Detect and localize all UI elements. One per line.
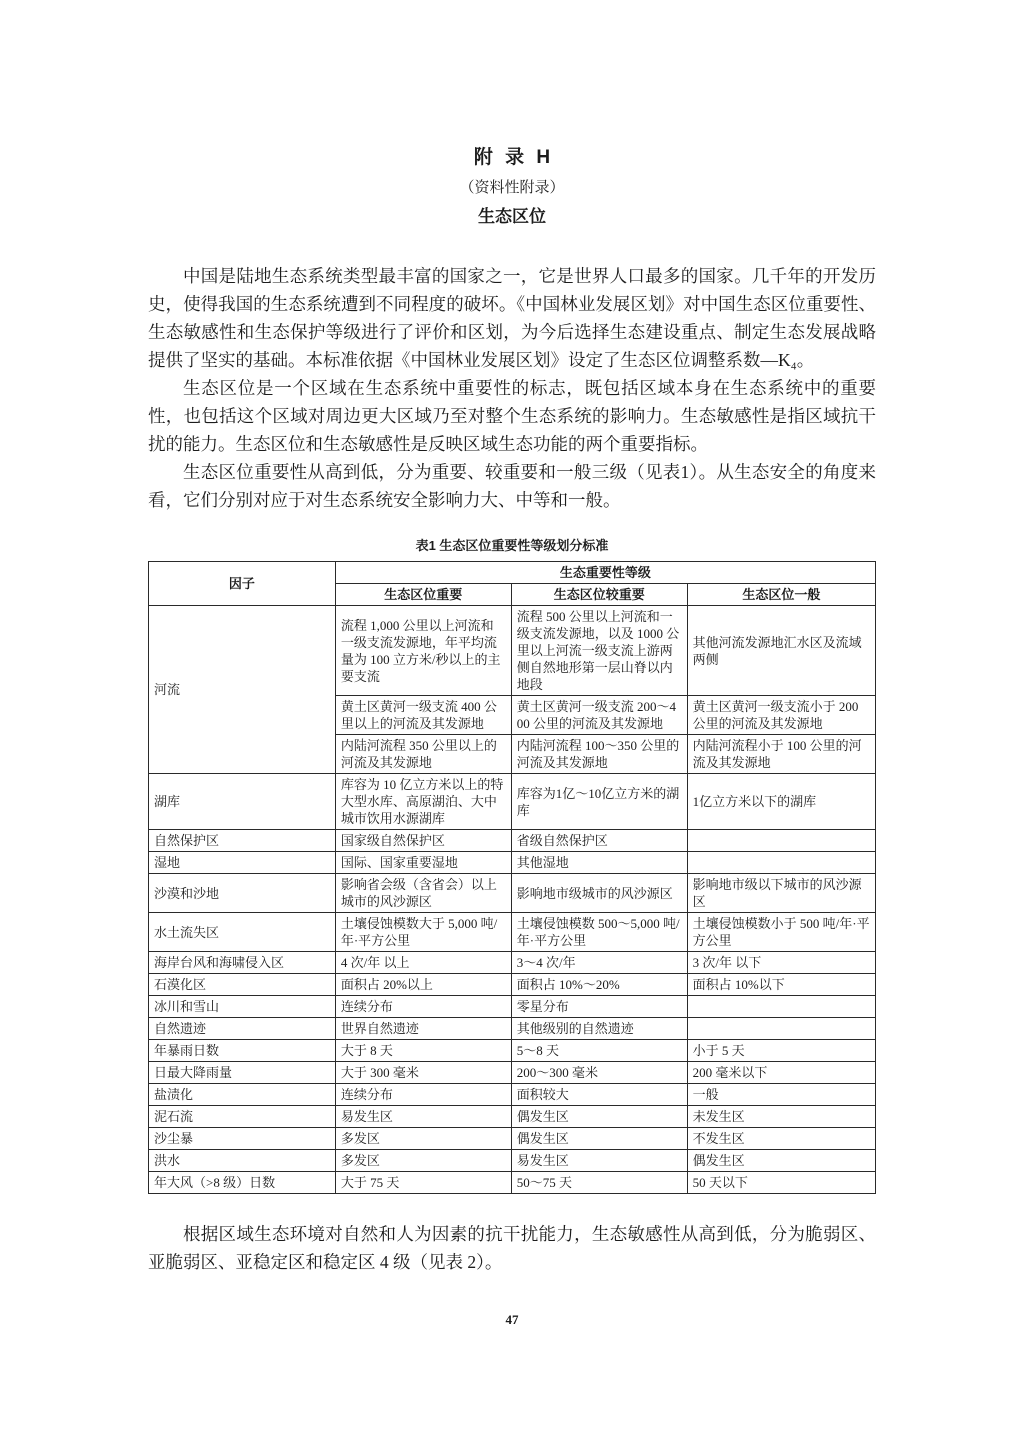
table-cell: 零星分布 (511, 996, 687, 1018)
table-row (149, 1084, 876, 1106)
table-cell: 大于 300 毫米 (335, 1062, 511, 1084)
table-cell: 省级自然保护区 (511, 830, 687, 852)
table-cell: 易发生区 (511, 1150, 687, 1172)
factor-cell: 冰川和雪山 (149, 996, 336, 1018)
table-cell: 内陆河流程 350 公里以上的河流及其发源地 (335, 735, 511, 774)
header-group: 生态重要性等级 (335, 562, 875, 584)
table-cell: 其他级别的自然遗迹 (511, 1018, 687, 1040)
factor-cell: 石漠化区 (149, 974, 336, 996)
table-cell (687, 1018, 875, 1040)
table-cell: 影响省会级（含省会）以上城市的风沙源区 (335, 874, 511, 913)
table-cell: 世界自然遗迹 (335, 1018, 511, 1040)
table-cell: 土壤侵蚀模数大于 5,000 吨/年·平方公里 (335, 913, 511, 952)
factor-cell: 河流 (149, 606, 336, 774)
header-factor: 因子 (149, 562, 336, 606)
table-cell: 库容为1亿～10亿立方米的湖库 (511, 774, 687, 830)
document-content (148, 146, 876, 1328)
table-row (149, 1040, 876, 1062)
table-cell: 200～300 毫米 (511, 1062, 687, 1084)
table-cell: 易发生区 (335, 1106, 511, 1128)
table-cell: 土壤侵蚀模数 500～5,000 吨/年·平方公里 (511, 913, 687, 952)
table-cell: 不发生区 (687, 1128, 875, 1150)
paragraph-3: 生态区位重要性从高到低，分为重要、较重要和一般三级（见表1）。从生态安全的角度来看，它们分别对应于对生态系统安全影响力大、中等和一般。 (148, 462, 876, 510)
factor-cell: 年大风（>8 级）日数 (149, 1172, 336, 1194)
factor-cell: 自然保护区 (149, 830, 336, 852)
table-header (149, 562, 876, 606)
table-cell: 连续分布 (335, 996, 511, 1018)
table-row (149, 1062, 876, 1084)
table-row (149, 974, 876, 996)
ecological-importance-table (148, 561, 876, 1194)
table-row (149, 1106, 876, 1128)
table-row (149, 1150, 876, 1172)
table-cell: 国家级自然保护区 (335, 830, 511, 852)
table-cell: 库容为 10 亿立方米以上的特大型水库、高原湖泊、大中城市饮用水源湖库 (335, 774, 511, 830)
table-cell (687, 830, 875, 852)
table-cell: 面积占 20%以上 (335, 974, 511, 996)
table-row (149, 1018, 876, 1040)
header-level-important: 生态区位重要 (335, 584, 511, 606)
table-cell (687, 852, 875, 874)
factor-cell: 水土流失区 (149, 913, 336, 952)
table-cell: 4 次/年 以上 (335, 952, 511, 974)
table-cell: 大于 8 天 (335, 1040, 511, 1062)
factor-cell: 日最大降雨量 (149, 1062, 336, 1084)
header-row-group (149, 562, 876, 584)
table-cell: 偶发生区 (511, 1106, 687, 1128)
table-cell: 内陆河流程小于 100 公里的河流及其发源地 (687, 735, 875, 774)
table-cell: 大于 75 天 (335, 1172, 511, 1194)
table-cell: 多发区 (335, 1150, 511, 1172)
factor-cell: 沙漠和沙地 (149, 874, 336, 913)
table-cell: 面积较大 (511, 1084, 687, 1106)
page-number: 47 (505, 1312, 519, 1327)
table-row (149, 996, 876, 1018)
table-cell: 200 毫米以下 (687, 1062, 875, 1084)
table-caption: 表1 生态区位重要性等级划分标准 (415, 538, 609, 553)
factor-cell: 湖库 (149, 774, 336, 830)
table-cell: 50～75 天 (511, 1172, 687, 1194)
table-cell: 未发生区 (687, 1106, 875, 1128)
table-cell: 3 次/年 以下 (687, 952, 875, 974)
table-cell: 流程 1,000 公里以上河流和一级支流发源地，年平均流量为 100 立方米/秒以上的主要支流 (335, 606, 511, 696)
table-cell: 内陆河流程 100～350 公里的河流及其发源地 (511, 735, 687, 774)
table-cell: 1亿立方米以下的湖库 (687, 774, 875, 830)
table-cell: 国际、国家重要湿地 (335, 852, 511, 874)
table-cell: 其他湿地 (511, 852, 687, 874)
factor-cell: 泥石流 (149, 1106, 336, 1128)
table-cell: 流程 500 公里以上河流和一级支流发源地，以及 1000 公里以上河流一级支流上游两侧自然地形第一层山脊以内地段 (511, 606, 687, 696)
factor-cell: 海岸台风和海啸侵入区 (149, 952, 336, 974)
table-cell: 5～8 天 (511, 1040, 687, 1062)
factor-cell: 盐渍化 (149, 1084, 336, 1106)
table-row (149, 874, 876, 913)
table-row (149, 830, 876, 852)
table-cell: 其他河流发源地汇水区及流域两侧 (687, 606, 875, 696)
table-body (149, 606, 876, 1194)
factor-cell: 沙尘暴 (149, 1128, 336, 1150)
table-cell (687, 996, 875, 1018)
header-level-more-important: 生态区位较重要 (511, 584, 687, 606)
table-cell: 土壤侵蚀模数小于 500 吨/年·平方公里 (687, 913, 875, 952)
table-row (149, 606, 876, 696)
table-cell: 小于 5 天 (687, 1040, 875, 1062)
table-cell: 面积占 10%以下 (687, 974, 875, 996)
factor-cell: 湿地 (149, 852, 336, 874)
table-row (149, 1172, 876, 1194)
body-text (148, 262, 876, 514)
factor-cell: 年暴雨日数 (149, 1040, 336, 1062)
table-cell: 影响地市级城市的风沙源区 (511, 874, 687, 913)
table-cell: 3～4 次/年 (511, 952, 687, 974)
table-cell: 黄土区黄河一级支流 200～400 公里的河流及其发源地 (511, 696, 687, 735)
appendix-title: 附 录 H (473, 147, 551, 168)
paragraph-2: 生态区位是一个区域在生态系统中重要性的标志，既包括区域本身在生态系统中的重要性，也包括这个区域对周边更大区域乃至对整个生态系统的影响力。生态敏感性是指区域抗干扰的能力。生态区位和生态敏感性是反映区域生态功能的两个重要指标。 (148, 378, 876, 454)
header-level-general: 生态区位一般 (687, 584, 875, 606)
table-cell: 偶发生区 (511, 1128, 687, 1150)
factor-cell: 自然遗迹 (149, 1018, 336, 1040)
table-row (149, 774, 876, 830)
table-row (149, 952, 876, 974)
table-cell: 影响地市级以下城市的风沙源区 (687, 874, 875, 913)
table-row (149, 852, 876, 874)
table-cell: 偶发生区 (687, 1150, 875, 1172)
table-cell: 黄土区黄河一级支流 400 公里以上的河流及其发源地 (335, 696, 511, 735)
table-cell: 50 天以下 (687, 1172, 875, 1194)
paragraph-4: 根据区域生态环境对自然和人为因素的抗干扰能力，生态敏感性从高到低，分为脆弱区、亚脆弱区、亚稳定区和稳定区 4 级（见表 2）。 (148, 1224, 876, 1272)
section-title: 生态区位 (478, 207, 546, 226)
paragraph-1: 中国是陆地生态系统类型最丰富的国家之一，它是世界人口最多的国家。几千年的开发历史，使得我国的生态系统遭到不同程度的破坏。《中国林业发展区划》对中国生态区位重要性、生态敏感性和生态保护等级进行了评价和区划，为今后选择生态建设重点、制定生态发展战略提供了坚实的基础。本标准依据《中国林业发展区划》设定了生态区位调整系数—K₄。 (148, 266, 876, 370)
table-cell: 多发区 (335, 1128, 511, 1150)
table-cell: 黄土区黄河一级支流小于 200 公里的河流及其发源地 (687, 696, 875, 735)
table-row (149, 1128, 876, 1150)
table-cell: 面积占 10%～20% (511, 974, 687, 996)
appendix-subtitle: （资料性附录） (459, 180, 565, 196)
factor-cell: 洪水 (149, 1150, 336, 1172)
table-row (149, 913, 876, 952)
table-cell: 连续分布 (335, 1084, 511, 1106)
table-cell: 一般 (687, 1084, 875, 1106)
closing-text (148, 1220, 876, 1276)
